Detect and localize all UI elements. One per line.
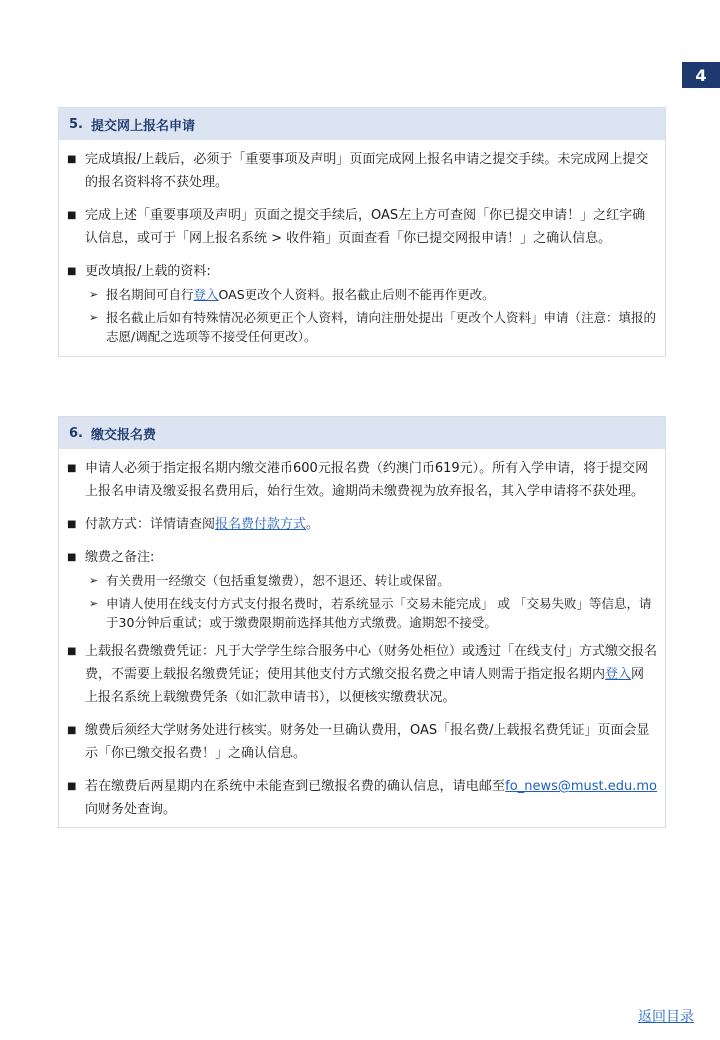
square-bullet-icon: ■	[67, 210, 77, 221]
text-fragment: 付款方式：详情请查阅	[85, 517, 216, 532]
square-bullet-icon: ■	[67, 463, 77, 474]
square-bullet-icon: ■	[67, 781, 77, 792]
list-item	[67, 513, 657, 536]
list-item	[67, 204, 657, 250]
list-item	[67, 719, 657, 765]
square-bullet-icon: ■	[67, 725, 77, 736]
item-text	[85, 775, 657, 821]
item-text: 更改填报/上载的资料:	[85, 264, 211, 279]
text-fragment: 。	[306, 517, 320, 532]
payment-method-link[interactable]: 报名费付款方式	[215, 517, 307, 532]
list-item	[67, 546, 657, 569]
list-item	[67, 260, 657, 283]
text-fragment: 向财务处查询。	[85, 802, 177, 817]
login-link[interactable]: 登入	[193, 287, 219, 302]
section-pay-fee	[58, 416, 666, 828]
sub-item-text	[106, 285, 657, 304]
item-text	[85, 513, 657, 536]
page-number-badge: 4	[682, 62, 720, 88]
item-text: 完成填报/上载后，必须于「重要事项及声明」页面完成网上报名申请之提交手续。未完成网上提交的报名资料将不获处理。	[85, 152, 649, 190]
text-fragment: 上载报名费缴费凭证：凡于大学学生综合服务中心（财务处柜位）或透过「在线支付」方式缴交报名费，不需要上载报名缴费凭证；使用其他支付方式缴交报名费之申请人则需于指定报名期内	[85, 644, 658, 682]
sub-item	[89, 308, 657, 346]
square-bullet-icon: ■	[67, 266, 77, 277]
section-number: 6.	[69, 425, 83, 441]
arrow-bullet-icon: ➢	[89, 311, 99, 324]
sub-item-text: 有关费用一经缴交（包括重复缴费），恕不退还、转让或保留。	[106, 573, 450, 588]
login-link[interactable]: 登入	[605, 667, 632, 682]
item-text: 缴费之备注:	[85, 550, 155, 565]
arrow-bullet-icon: ➢	[89, 288, 99, 301]
square-bullet-icon: ■	[67, 552, 77, 563]
list-item	[67, 148, 657, 194]
list-item	[67, 775, 657, 821]
email-link[interactable]: fo_news@must.edu.mo	[505, 779, 657, 794]
arrow-bullet-icon: ➢	[89, 597, 99, 610]
sub-item	[89, 285, 657, 304]
item-text: 完成上述「重要事项及声明」页面之提交手续后，OAS左上方可查阅「你已提交申请！」之红字确认信息，或可于「网上报名系统 > 收件箱」页面查看「你已提交网报申请！」之确认信息。	[85, 208, 646, 246]
list-item	[67, 457, 657, 503]
sub-item	[89, 571, 657, 590]
sub-item-text: 申请人使用在线支付方式支付报名费时，若系统显示「交易未能完成」 或 「交易失败」等信息，请于30分钟后重试；或于缴费限期前选择其他方式缴费。逾期恕不接受。	[106, 596, 652, 630]
text-fragment: 报名期间可自行	[106, 287, 194, 302]
square-bullet-icon: ■	[67, 519, 77, 530]
text-fragment: 网上报名系统上载缴费凭条（如汇款申请书），以便核实缴费状况。	[85, 667, 645, 705]
section-header	[59, 108, 665, 140]
arrow-bullet-icon: ➢	[89, 574, 99, 587]
back-to-contents-link[interactable]: 返回目录	[638, 1009, 694, 1025]
text-fragment: OAS更改个人资料。报名截止后则不能再作更改。	[218, 287, 495, 302]
item-text	[85, 640, 657, 709]
section-title: 提交网上报名申请	[90, 118, 195, 134]
square-bullet-icon: ■	[67, 154, 77, 165]
item-text: 缴费后须经大学财务处进行核实。财务处一旦确认费用，OAS「报名费/上载报名费凭证」页面会显示「你已缴交报名费！」之确认信息。	[85, 723, 650, 761]
section-title: 缴交报名费	[90, 427, 156, 443]
sub-item-text: 报名截止后如有特殊情况必须更正个人资料，请向注册处提出「更改个人资料」申请（注意：填报的志愿/调配之选项等不接受任何更改）。	[106, 310, 657, 344]
section-submit-application	[58, 107, 666, 357]
square-bullet-icon: ■	[67, 646, 77, 657]
item-text: 申请人必须于指定报名期内缴交港币600元报名费（约澳门币619元）。所有入学申请，将于提交网上报名申请及缴妥报名费用后，始行生效。逾期尚未缴费视为放弃报名，其入学申请将不获处理。	[85, 461, 649, 499]
text-fragment: 若在缴费后两星期内在系统中未能查到已缴报名费的确认信息，请电邮至	[85, 779, 506, 794]
section-number: 5.	[69, 116, 83, 132]
sub-item	[89, 594, 657, 632]
section-header	[59, 417, 665, 449]
list-item	[67, 640, 657, 709]
